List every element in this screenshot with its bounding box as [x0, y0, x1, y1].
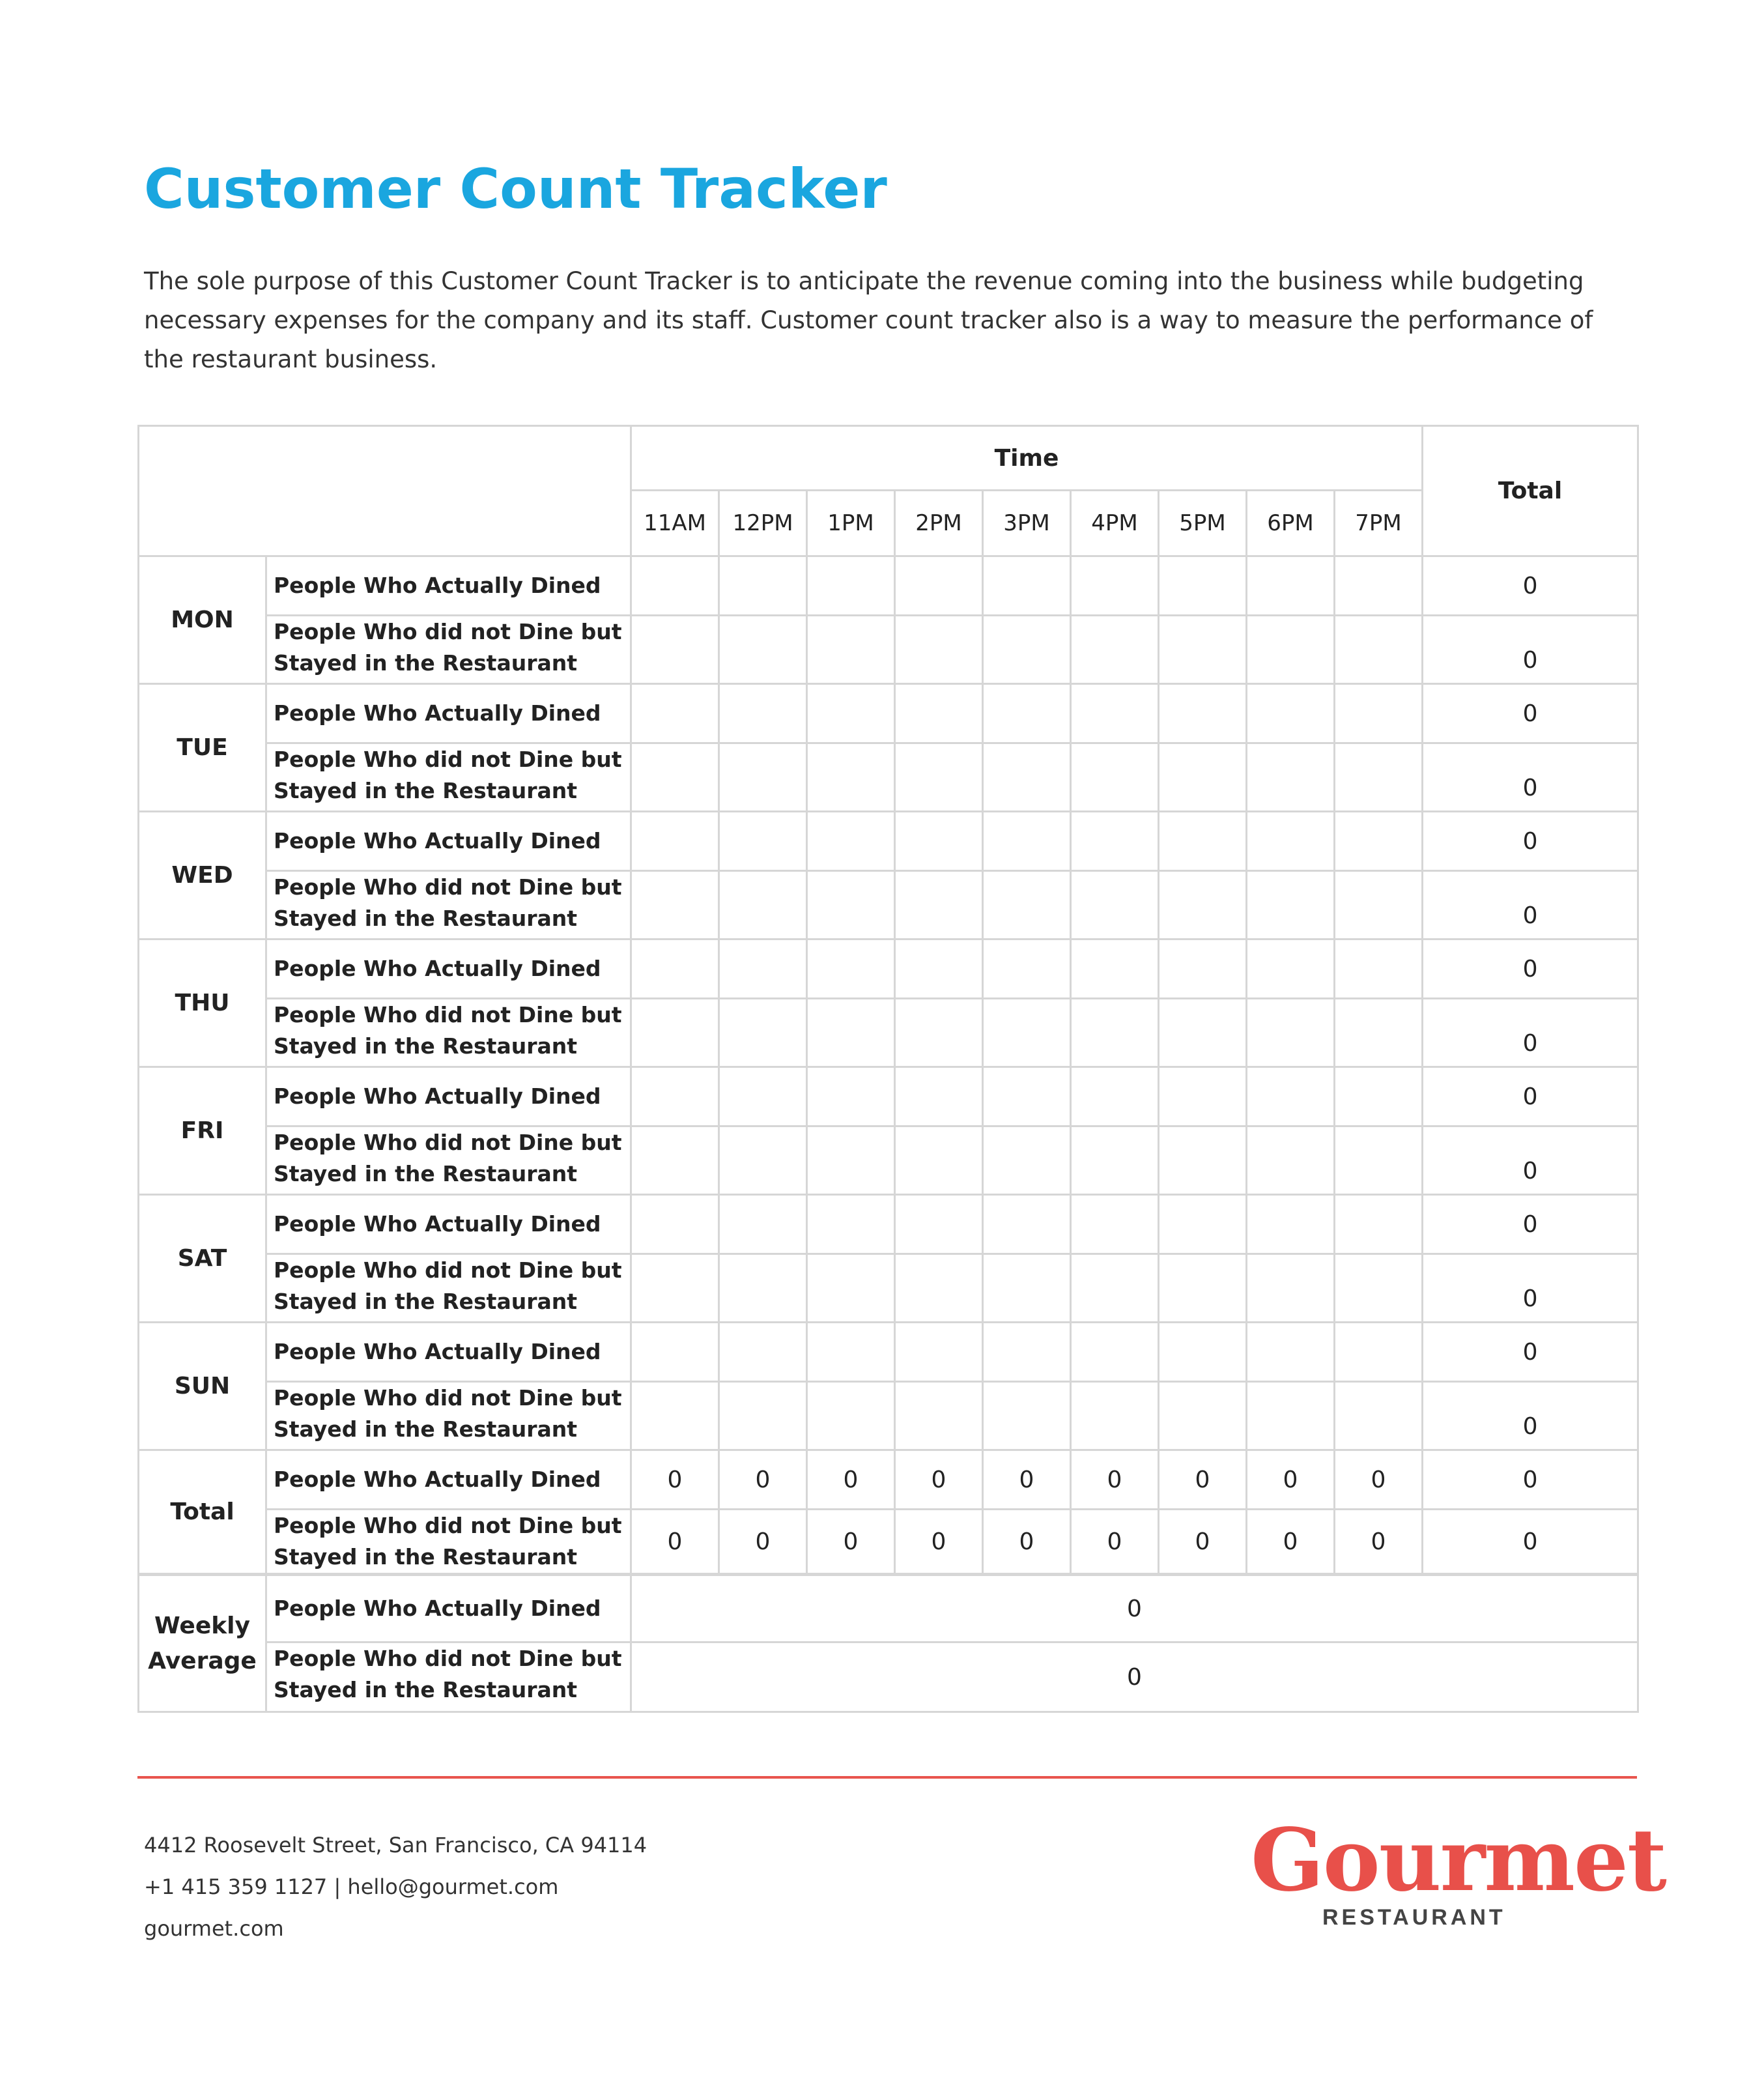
- hour-total-stayed-12pm: 0: [719, 1510, 807, 1574]
- footer-website: gourmet.com: [144, 1916, 284, 1941]
- count-cell-fri-dined-7pm[interactable]: [1335, 1067, 1423, 1126]
- total-cell-mon-stayed: 0: [1423, 616, 1638, 684]
- hour-total-stayed-6pm: 0: [1247, 1510, 1335, 1574]
- total-cell-fri-dined: 0: [1423, 1067, 1638, 1126]
- count-cell-sun-stayed-7pm[interactable]: [1335, 1382, 1423, 1450]
- table-row-sat-stayed: [139, 1254, 1638, 1323]
- table-row-fri-dined: [139, 1067, 1638, 1126]
- count-cell-wed-dined-1pm[interactable]: [807, 812, 895, 871]
- day-label-thu: THU: [139, 939, 266, 1067]
- count-cell-mon-stayed-6pm[interactable]: [1247, 616, 1335, 684]
- count-cell-tue-stayed-4pm[interactable]: [1071, 743, 1159, 812]
- table-row-mon-stayed: [139, 616, 1638, 684]
- count-cell-fri-stayed-11am[interactable]: [631, 1126, 719, 1195]
- row-label-stayed: [266, 1126, 631, 1195]
- count-cell-sat-stayed-5pm[interactable]: [1159, 1254, 1247, 1323]
- table-row-tue-dined: [139, 684, 1638, 743]
- count-cell-wed-stayed-11am[interactable]: [631, 871, 719, 939]
- count-cell-thu-stayed-12pm[interactable]: [719, 999, 807, 1067]
- row-label-stayed: [266, 616, 631, 684]
- total-cell-tue-stayed: 0: [1423, 743, 1638, 812]
- count-cell-thu-dined-5pm[interactable]: [1159, 939, 1247, 999]
- total-cell-sat-stayed: 0: [1423, 1254, 1638, 1323]
- row-label-stayed: [266, 1382, 631, 1450]
- count-cell-tue-dined-11am[interactable]: [631, 684, 719, 743]
- table-row-sun-stayed: [139, 1382, 1638, 1450]
- count-cell-fri-stayed-6pm[interactable]: [1247, 1126, 1335, 1195]
- total-cell-wed-stayed: 0: [1423, 871, 1638, 939]
- row-label-stayed-line1: People Who did not Dine but: [274, 874, 622, 900]
- row-label-stayed-line2: Stayed in the Restaurant: [274, 906, 578, 931]
- hour-header-11am: 11AM: [631, 491, 719, 556]
- table-row-total-stayed: [139, 1510, 1638, 1574]
- hour-total-dined-5pm: 0: [1159, 1450, 1247, 1510]
- row-label-stayed: [266, 1254, 631, 1323]
- row-label-stayed: [266, 999, 631, 1067]
- count-cell-mon-dined-3pm[interactable]: [983, 556, 1071, 616]
- hour-total-stayed-7pm: 0: [1335, 1510, 1423, 1574]
- count-cell-thu-stayed-2pm[interactable]: [895, 999, 983, 1067]
- count-cell-wed-dined-5pm[interactable]: [1159, 812, 1247, 871]
- row-label-stayed-line1: People Who did not Dine but: [274, 1257, 622, 1283]
- day-label-wed: WED: [139, 812, 266, 939]
- count-cell-thu-dined-3pm[interactable]: [983, 939, 1071, 999]
- logo-wordmark: Gourmet: [1251, 1810, 1666, 1911]
- count-cell-sun-dined-6pm[interactable]: [1247, 1323, 1335, 1382]
- hour-header-7pm: 7PM: [1335, 491, 1423, 556]
- avg-stayed-label-line2: Stayed in the Restaurant: [274, 1677, 578, 1702]
- count-cell-mon-stayed-4pm[interactable]: [1071, 616, 1159, 684]
- count-cell-sun-stayed-1pm[interactable]: [807, 1382, 895, 1450]
- count-cell-tue-dined-2pm[interactable]: [895, 684, 983, 743]
- count-cell-thu-dined-2pm[interactable]: [895, 939, 983, 999]
- table-row-sun-dined: [139, 1323, 1638, 1382]
- total-cell-wed-dined: 0: [1423, 812, 1638, 871]
- count-cell-fri-stayed-7pm[interactable]: [1335, 1126, 1423, 1195]
- count-cell-sat-stayed-3pm[interactable]: [983, 1254, 1071, 1323]
- table-row-wed-stayed: [139, 871, 1638, 939]
- hour-header-4pm: 4PM: [1071, 491, 1159, 556]
- row-label-stayed-line2: Stayed in the Restaurant: [274, 1161, 578, 1186]
- grand-total-dined: 0: [1423, 1450, 1638, 1510]
- count-cell-fri-dined-5pm[interactable]: [1159, 1067, 1247, 1126]
- avg-stayed-value[interactable]: 0: [631, 1642, 1638, 1712]
- count-cell-sat-stayed-1pm[interactable]: [807, 1254, 895, 1323]
- total-cell-mon-dined: 0: [1423, 556, 1638, 616]
- total-cell-sun-dined: 0: [1423, 1323, 1638, 1382]
- page-title: Customer Count Tracker: [144, 157, 887, 221]
- hour-header-12pm: 12PM: [719, 491, 807, 556]
- count-cell-wed-stayed-5pm[interactable]: [1159, 871, 1247, 939]
- count-cell-wed-dined-7pm[interactable]: [1335, 812, 1423, 871]
- count-cell-tue-stayed-12pm[interactable]: [719, 743, 807, 812]
- total-header: Total: [1423, 426, 1638, 556]
- hour-total-stayed-1pm: 0: [807, 1510, 895, 1574]
- hour-total-dined-11am: 0: [631, 1450, 719, 1510]
- row-label-stayed-line2: Stayed in the Restaurant: [274, 1544, 578, 1570]
- count-cell-mon-stayed-7pm[interactable]: [1335, 616, 1423, 684]
- count-cell-mon-stayed-3pm[interactable]: [983, 616, 1071, 684]
- count-cell-mon-stayed-11am[interactable]: [631, 616, 719, 684]
- row-label-dined: People Who Actually Dined: [266, 556, 631, 616]
- table-row-thu-stayed: [139, 999, 1638, 1067]
- count-cell-sat-stayed-4pm[interactable]: [1071, 1254, 1159, 1323]
- count-cell-tue-dined-3pm[interactable]: [983, 684, 1071, 743]
- total-cell-tue-dined: 0: [1423, 684, 1638, 743]
- count-cell-wed-dined-3pm[interactable]: [983, 812, 1071, 871]
- count-cell-sat-dined-2pm[interactable]: [895, 1195, 983, 1254]
- count-cell-mon-dined-4pm[interactable]: [1071, 556, 1159, 616]
- count-cell-fri-stayed-1pm[interactable]: [807, 1126, 895, 1195]
- count-cell-tue-stayed-11am[interactable]: [631, 743, 719, 812]
- count-cell-wed-stayed-7pm[interactable]: [1335, 871, 1423, 939]
- avg-stayed-label-line1: People Who did not Dine but: [274, 1646, 622, 1671]
- hour-header-5pm: 5PM: [1159, 491, 1247, 556]
- total-cell-fri-stayed: 0: [1423, 1126, 1638, 1195]
- table-corner: [139, 426, 631, 556]
- count-cell-fri-dined-4pm[interactable]: [1071, 1067, 1159, 1126]
- count-cell-mon-dined-5pm[interactable]: [1159, 556, 1247, 616]
- count-cell-fri-dined-3pm[interactable]: [983, 1067, 1071, 1126]
- count-cell-mon-stayed-5pm[interactable]: [1159, 616, 1247, 684]
- count-cell-fri-dined-2pm[interactable]: [895, 1067, 983, 1126]
- hour-total-dined-2pm: 0: [895, 1450, 983, 1510]
- table-row-wed-dined: [139, 812, 1638, 871]
- avg-dined-value[interactable]: 0: [631, 1575, 1638, 1642]
- weekly-average-label: [139, 1575, 266, 1712]
- hour-total-dined-4pm: 0: [1071, 1450, 1159, 1510]
- count-cell-fri-stayed-2pm[interactable]: [895, 1126, 983, 1195]
- row-label-dined: People Who Actually Dined: [266, 1195, 631, 1254]
- row-label-dined: People Who Actually Dined: [266, 812, 631, 871]
- count-cell-thu-dined-6pm[interactable]: [1247, 939, 1335, 999]
- hour-total-dined-7pm: 0: [1335, 1450, 1423, 1510]
- total-cell-sun-stayed: 0: [1423, 1382, 1638, 1450]
- count-cell-sun-dined-7pm[interactable]: [1335, 1323, 1423, 1382]
- count-cell-sat-dined-11am[interactable]: [631, 1195, 719, 1254]
- row-label-stayed-line1: People Who did not Dine but: [274, 747, 622, 772]
- row-label-stayed-line2: Stayed in the Restaurant: [274, 1289, 578, 1314]
- count-cell-sat-stayed-11am[interactable]: [631, 1254, 719, 1323]
- hour-total-dined-6pm: 0: [1247, 1450, 1335, 1510]
- count-cell-fri-stayed-12pm[interactable]: [719, 1126, 807, 1195]
- hour-header-2pm: 2PM: [895, 491, 983, 556]
- footer-address: 4412 Roosevelt Street, San Francisco, CA 94114: [144, 1833, 647, 1857]
- count-cell-sun-stayed-2pm[interactable]: [895, 1382, 983, 1450]
- footer-divider: [137, 1776, 1637, 1779]
- count-cell-mon-dined-12pm[interactable]: [719, 556, 807, 616]
- row-label-stayed: [266, 1510, 631, 1574]
- count-cell-sun-stayed-11am[interactable]: [631, 1382, 719, 1450]
- count-cell-sat-dined-6pm[interactable]: [1247, 1195, 1335, 1254]
- row-label-dined: People Who Actually Dined: [266, 1450, 631, 1510]
- count-cell-sat-stayed-6pm[interactable]: [1247, 1254, 1335, 1323]
- count-cell-tue-stayed-2pm[interactable]: [895, 743, 983, 812]
- count-cell-sun-dined-11am[interactable]: [631, 1323, 719, 1382]
- count-cell-fri-stayed-5pm[interactable]: [1159, 1126, 1247, 1195]
- grand-total-stayed: 0: [1423, 1510, 1638, 1574]
- count-cell-tue-dined-7pm[interactable]: [1335, 684, 1423, 743]
- hour-total-dined-12pm: 0: [719, 1450, 807, 1510]
- count-cell-sun-dined-2pm[interactable]: [895, 1323, 983, 1382]
- hour-total-stayed-3pm: 0: [983, 1510, 1071, 1574]
- count-cell-sat-stayed-12pm[interactable]: [719, 1254, 807, 1323]
- count-cell-mon-stayed-12pm[interactable]: [719, 616, 807, 684]
- count-cell-wed-stayed-1pm[interactable]: [807, 871, 895, 939]
- table-row-sat-dined: [139, 1195, 1638, 1254]
- row-label-stayed-line1: People Who did not Dine but: [274, 1385, 622, 1411]
- hour-total-stayed-2pm: 0: [895, 1510, 983, 1574]
- count-cell-wed-dined-11am[interactable]: [631, 812, 719, 871]
- avg-dined-label: People Who Actually Dined: [266, 1575, 631, 1642]
- count-cell-tue-dined-5pm[interactable]: [1159, 684, 1247, 743]
- row-label-stayed-line2: Stayed in the Restaurant: [274, 1033, 578, 1059]
- count-cell-wed-dined-2pm[interactable]: [895, 812, 983, 871]
- count-cell-fri-stayed-4pm[interactable]: [1071, 1126, 1159, 1195]
- count-cell-thu-dined-1pm[interactable]: [807, 939, 895, 999]
- weekly-average-table: [137, 1574, 1639, 1713]
- count-cell-fri-stayed-3pm[interactable]: [983, 1126, 1071, 1195]
- table-row-total-dined: [139, 1450, 1638, 1510]
- count-cell-tue-stayed-6pm[interactable]: [1247, 743, 1335, 812]
- count-cell-wed-stayed-2pm[interactable]: [895, 871, 983, 939]
- row-label-stayed-line2: Stayed in the Restaurant: [274, 1416, 578, 1442]
- count-cell-wed-dined-12pm[interactable]: [719, 812, 807, 871]
- gourmet-logo: [1251, 1810, 1666, 1942]
- count-cell-sun-dined-3pm[interactable]: [983, 1323, 1071, 1382]
- count-cell-wed-dined-4pm[interactable]: [1071, 812, 1159, 871]
- day-label-sun: SUN: [139, 1323, 266, 1450]
- count-cell-tue-dined-12pm[interactable]: [719, 684, 807, 743]
- footer-phone-email: +1 415 359 1127 | hello@gourmet.com: [144, 1874, 559, 1899]
- table-row-tue-stayed: [139, 743, 1638, 812]
- count-cell-mon-dined-7pm[interactable]: [1335, 556, 1423, 616]
- count-cell-sun-dined-4pm[interactable]: [1071, 1323, 1159, 1382]
- footer-contact: [144, 1824, 647, 1949]
- count-cell-mon-stayed-1pm[interactable]: [807, 616, 895, 684]
- row-label-stayed: [266, 871, 631, 939]
- count-cell-tue-dined-4pm[interactable]: [1071, 684, 1159, 743]
- count-cell-sat-stayed-2pm[interactable]: [895, 1254, 983, 1323]
- count-cell-mon-dined-2pm[interactable]: [895, 556, 983, 616]
- row-label-dined: People Who Actually Dined: [266, 1323, 631, 1382]
- hour-header-3pm: 3PM: [983, 491, 1071, 556]
- count-cell-fri-dined-1pm[interactable]: [807, 1067, 895, 1126]
- count-cell-thu-dined-4pm[interactable]: [1071, 939, 1159, 999]
- count-cell-sun-dined-12pm[interactable]: [719, 1323, 807, 1382]
- count-cell-thu-stayed-3pm[interactable]: [983, 999, 1071, 1067]
- count-cell-thu-stayed-1pm[interactable]: [807, 999, 895, 1067]
- table-row-thu-dined: [139, 939, 1638, 999]
- count-cell-thu-stayed-5pm[interactable]: [1159, 999, 1247, 1067]
- count-cell-fri-dined-12pm[interactable]: [719, 1067, 807, 1126]
- row-label-stayed-line1: People Who did not Dine but: [274, 1130, 622, 1155]
- count-cell-mon-dined-11am[interactable]: [631, 556, 719, 616]
- count-cell-sun-stayed-3pm[interactable]: [983, 1382, 1071, 1450]
- count-cell-sun-stayed-12pm[interactable]: [719, 1382, 807, 1450]
- count-cell-mon-dined-6pm[interactable]: [1247, 556, 1335, 616]
- count-cell-sat-dined-4pm[interactable]: [1071, 1195, 1159, 1254]
- table-row-mon-dined: [139, 556, 1638, 616]
- count-cell-sun-stayed-4pm[interactable]: [1071, 1382, 1159, 1450]
- row-label-dined: People Who Actually Dined: [266, 939, 631, 999]
- count-cell-sat-dined-12pm[interactable]: [719, 1195, 807, 1254]
- count-cell-thu-stayed-4pm[interactable]: [1071, 999, 1159, 1067]
- hour-total-dined-1pm: 0: [807, 1450, 895, 1510]
- count-cell-thu-stayed-11am[interactable]: [631, 999, 719, 1067]
- count-cell-sun-dined-1pm[interactable]: [807, 1323, 895, 1382]
- total-cell-sat-dined: 0: [1423, 1195, 1638, 1254]
- day-label-sat: SAT: [139, 1195, 266, 1323]
- count-cell-wed-stayed-6pm[interactable]: [1247, 871, 1335, 939]
- count-cell-tue-dined-1pm[interactable]: [807, 684, 895, 743]
- count-cell-mon-dined-1pm[interactable]: [807, 556, 895, 616]
- total-cell-thu-dined: 0: [1423, 939, 1638, 999]
- count-cell-tue-stayed-5pm[interactable]: [1159, 743, 1247, 812]
- count-cell-fri-dined-11am[interactable]: [631, 1067, 719, 1126]
- hour-total-stayed-5pm: 0: [1159, 1510, 1247, 1574]
- row-label-stayed-line1: People Who did not Dine but: [274, 619, 622, 644]
- hour-header-6pm: 6PM: [1247, 491, 1335, 556]
- count-cell-tue-stayed-1pm[interactable]: [807, 743, 895, 812]
- row-label-stayed-line2: Stayed in the Restaurant: [274, 650, 578, 676]
- weekly-average-line2: Average: [148, 1647, 257, 1674]
- row-label-stayed: [266, 743, 631, 812]
- logo-subtitle: RESTAURANT: [1322, 1905, 1506, 1930]
- total-cell-thu-stayed: 0: [1423, 999, 1638, 1067]
- weekly-average-line1: Weekly: [154, 1612, 250, 1639]
- count-cell-wed-stayed-4pm[interactable]: [1071, 871, 1159, 939]
- intro-paragraph: The sole purpose of this Customer Count Tracker is to anticipate the revenue coming into the business while budgeting necessary expenses for the company and its staff. Customer count tracker also is a way to measure the performance of the restaurant business.: [144, 267, 1593, 373]
- row-label-stayed-line1: People Who did not Dine but: [274, 1002, 622, 1027]
- count-cell-sat-dined-5pm[interactable]: [1159, 1195, 1247, 1254]
- hour-total-dined-3pm: 0: [983, 1450, 1071, 1510]
- day-label-tue: TUE: [139, 684, 266, 812]
- count-cell-thu-stayed-7pm[interactable]: [1335, 999, 1423, 1067]
- day-label-fri: FRI: [139, 1067, 266, 1195]
- count-cell-sat-dined-1pm[interactable]: [807, 1195, 895, 1254]
- count-cell-tue-stayed-7pm[interactable]: [1335, 743, 1423, 812]
- table-row-fri-stayed: [139, 1126, 1638, 1195]
- count-cell-thu-dined-11am[interactable]: [631, 939, 719, 999]
- hour-header-1pm: 1PM: [807, 491, 895, 556]
- row-label-dined: People Who Actually Dined: [266, 1067, 631, 1126]
- count-cell-sat-dined-3pm[interactable]: [983, 1195, 1071, 1254]
- hour-total-stayed-11am: 0: [631, 1510, 719, 1574]
- day-label-mon: MON: [139, 556, 266, 684]
- count-cell-sat-dined-7pm[interactable]: [1335, 1195, 1423, 1254]
- count-cell-wed-stayed-3pm[interactable]: [983, 871, 1071, 939]
- time-header: Time: [631, 426, 1423, 491]
- count-cell-sat-stayed-7pm[interactable]: [1335, 1254, 1423, 1323]
- count-cell-tue-stayed-3pm[interactable]: [983, 743, 1071, 812]
- count-cell-thu-stayed-6pm[interactable]: [1247, 999, 1335, 1067]
- count-cell-sun-stayed-6pm[interactable]: [1247, 1382, 1335, 1450]
- row-label-stayed-line2: Stayed in the Restaurant: [274, 778, 578, 803]
- count-cell-sun-stayed-5pm[interactable]: [1159, 1382, 1247, 1450]
- count-cell-mon-stayed-2pm[interactable]: [895, 616, 983, 684]
- count-cell-thu-dined-7pm[interactable]: [1335, 939, 1423, 999]
- count-cell-wed-dined-6pm[interactable]: [1247, 812, 1335, 871]
- count-cell-tue-dined-6pm[interactable]: [1247, 684, 1335, 743]
- row-label-stayed-line1: People Who did not Dine but: [274, 1513, 622, 1538]
- count-cell-wed-stayed-12pm[interactable]: [719, 871, 807, 939]
- count-cell-sun-dined-5pm[interactable]: [1159, 1323, 1247, 1382]
- day-label-total: Total: [139, 1450, 266, 1574]
- count-cell-fri-dined-6pm[interactable]: [1247, 1067, 1335, 1126]
- count-cell-thu-dined-12pm[interactable]: [719, 939, 807, 999]
- customer-count-table: [137, 425, 1639, 1575]
- row-label-dined: People Who Actually Dined: [266, 684, 631, 743]
- avg-stayed-label: [266, 1642, 631, 1712]
- hour-total-stayed-4pm: 0: [1071, 1510, 1159, 1574]
